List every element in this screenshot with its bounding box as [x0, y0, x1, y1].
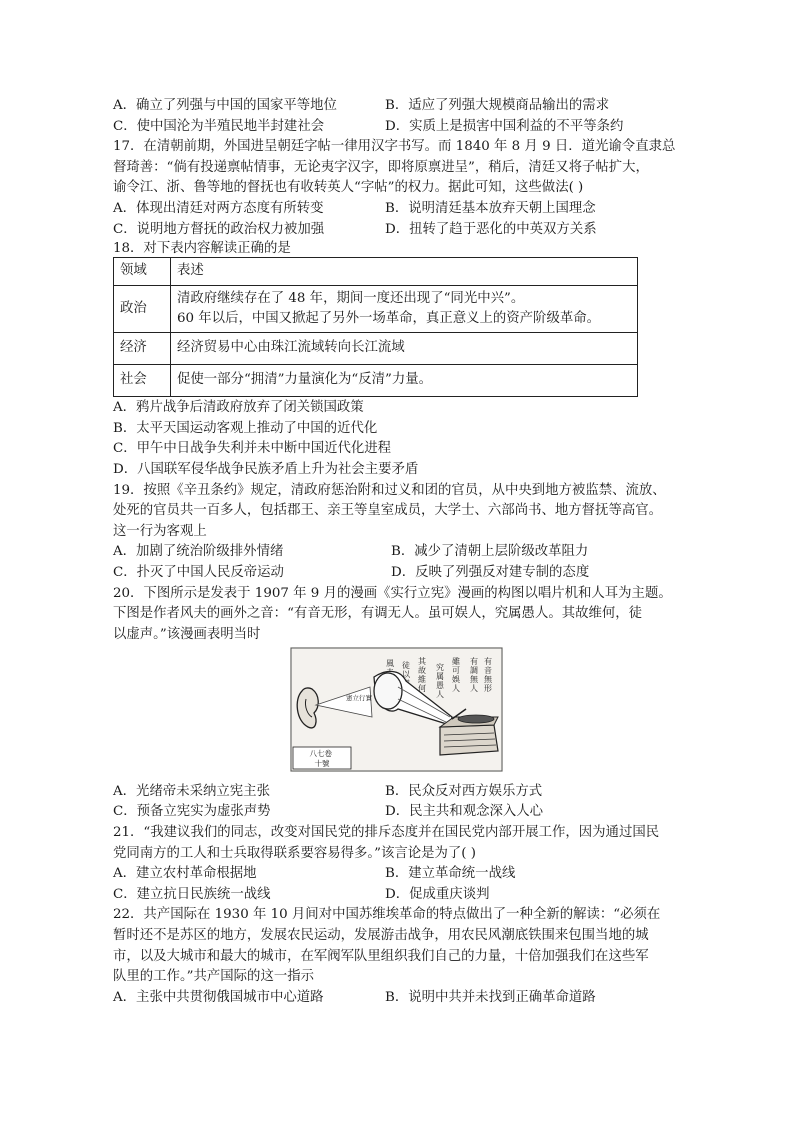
q19-stem-line-3: 这一行为客观上 — [113, 523, 207, 539]
q17-options-row-1 — [113, 199, 683, 220]
q21-options-row-1 — [113, 864, 683, 885]
q16-option-d[interactable]: D．实质上是损害中国利益的不平等条约 — [385, 118, 624, 134]
q21-option-d[interactable]: D．促成重庆谈判 — [385, 886, 490, 902]
q22-stem-line-1: 22．共产国际在 1930 年 10 月间对中国苏维埃革命的特点做出了一种全新的解读：“必须在 — [113, 907, 661, 923]
q18-economy-label: 经济 — [114, 333, 171, 365]
q17-option-a[interactable]: A．体现出清廷对两方态度有所转变 — [113, 200, 324, 216]
q22-options-row-1 — [113, 988, 683, 1009]
q19-option-b[interactable]: B．减少了清朝上层阶级改革阻力 — [391, 544, 589, 560]
q21-stem-line-2: 党同南方的工人和士兵取得联系要容易得多。”该言论是为了( ) — [113, 845, 477, 861]
cartoon-text-column-7: 風 — [386, 659, 394, 669]
cartoon-caption: 八七卷 十號 — [309, 749, 333, 769]
q17-options-row-2 — [113, 220, 683, 241]
q18-politics-label: 政治 — [114, 286, 171, 333]
gramophone-cartoon-image — [290, 647, 503, 772]
q18-table-row-economy — [114, 333, 638, 365]
q18-table-header-row — [114, 258, 638, 286]
q21-option-a[interactable]: A．建立农村革命根据地 — [113, 866, 257, 882]
q22-option-b[interactable]: B．说明中共并未找到正确革命道路 — [385, 989, 596, 1005]
cartoon-text-column-1: 有音無形 — [484, 657, 492, 694]
q22-stem-line-3: 市，以及大城市和最大的城市，在军阀军队里组织我们自己的力量，十倍加强我们在这些军 — [113, 948, 649, 964]
cartoon-bubble-text: 憲立行實 — [346, 694, 372, 703]
q18-option-c[interactable]: C．甲午中日战争失利并未中断中国近代化进程 — [113, 441, 392, 457]
q20-options-row-1 — [113, 782, 683, 803]
cartoon-text-column-2: 有調無人 — [470, 657, 478, 694]
q16-option-a[interactable]: A．确立了列强与中国的国家平等地位 — [113, 98, 337, 113]
q21-option-c[interactable]: C．建立抗日民族统一战线 — [113, 886, 271, 902]
q16-options-row-1 — [113, 96, 683, 117]
q17-option-d[interactable]: D．扭转了趋于恶化的中英双方关系 — [385, 221, 597, 237]
q16-option-c[interactable]: C．使中国沦为半殖民地半封建社会 — [113, 118, 325, 134]
cartoon-text-column-5: 其故維何 — [418, 657, 426, 694]
q18-society-text: 促使一部分“拥清”力量演化为“反清”力量。 — [171, 365, 638, 397]
q18-politics-text-2: 60 年以后，中国又掀起了另外一场革命，真正意义上的资产阶级革命。 — [177, 311, 601, 327]
q21-stem-line-1: 21．“我建议我们的同志，改变对国民党的排斥态度并在国民党内部开展工作，因为通过国民 — [113, 825, 660, 841]
q18-table — [113, 257, 638, 397]
q20-stem-line-3: 以虚声。”该漫画表明当时 — [113, 626, 261, 642]
q18-table-row-society — [114, 365, 638, 397]
q17-option-b[interactable]: B．说明清廷基本放弃天朝上国理念 — [385, 200, 596, 216]
q20-stem-line-1: 20．下图所示是发表于 1907 年 9 月的漫画《实行立宪》漫画的构图以唱片机和人耳为主题。 — [113, 585, 672, 601]
q18-header-field: 领域 — [114, 258, 171, 286]
q18-politics-cell — [171, 286, 638, 333]
q21-option-b[interactable]: B．建立革命统一战线 — [385, 866, 516, 882]
q18-option-a[interactable]: A．鸦片战争后清政府放弃了闭关锁国政策 — [113, 400, 364, 416]
q18-option-b[interactable]: B．太平天国运动客观上推动了中国的近代化 — [113, 420, 378, 436]
q18-politics-text-1: 清政府继续存在了 48 年，期间一度还出现了“同光中兴”。 — [177, 291, 525, 307]
q18-society-label: 社会 — [114, 365, 171, 397]
q19-option-a[interactable]: A．加剧了统治阶级排外情绪 — [113, 544, 284, 560]
q18-header-description: 表述 — [171, 258, 638, 286]
q21-options-row-2 — [113, 885, 683, 906]
q18-stem: 18．对下表内容解读正确的是 — [113, 241, 291, 257]
q19-option-d[interactable]: D．反映了列强反对建专制的态度 — [391, 564, 590, 580]
q17-option-c[interactable]: C．说明地方督抚的政治权力被加强 — [113, 221, 325, 237]
q19-options-row-1 — [113, 542, 683, 563]
q16-option-b[interactable]: B．适应了列强大规模商品输出的需求 — [385, 98, 610, 113]
q20-option-c[interactable]: C．预备立宪实为虚张声势 — [113, 804, 271, 820]
q17-stem-line-1: 17．在清朝前期，外国进呈朝廷字帖一律用汉字书写。而 1840 年 8 月 9 日．道光谕令直隶总 — [113, 139, 676, 155]
q20-option-b[interactable]: B．民众反对西方娱乐方式 — [385, 783, 543, 799]
q19-stem-line-2: 处死的官员共一百多人，包括郡王、亲王等皇室成员，大学士、六部尚书、地方督抚等高官。 — [113, 503, 663, 519]
exam-page — [113, 96, 683, 1008]
q17-stem-line-3: 谕令江、浙、鲁等地的督抚也有收转英人“字帖”的权力。据此可知，这些做法( ) — [113, 180, 584, 196]
q20-option-d[interactable]: D．民主共和观念深入人心 — [385, 804, 544, 820]
q22-option-a[interactable]: A．主张中共贯彻俄国城市中心道路 — [113, 989, 324, 1005]
q20-stem-line-2: 下图是作者风夫的画外之音：“有音无形，有调无人。虽可娱人，究属愚人。其故维何，徒 — [113, 606, 643, 622]
q18-economy-text: 经济贸易中心由珠江流域转向长江流域 — [171, 333, 638, 365]
cartoon-text-column-4: 究属愚人 — [436, 663, 444, 700]
q20-option-a[interactable]: A．光绪帝未采纳立宪主张 — [113, 783, 270, 799]
q17-stem-line-2: 督琦善：“倘有投递禀帖情事，无论夷字汉字，即将原禀进呈”，稍后，清廷又将子帖扩大， — [113, 159, 649, 175]
q22-stem-line-2: 暂时还不是苏区的地方，发展农民运动，发展游击战争，用农民风潮底铁围来包围当地的城 — [113, 928, 649, 944]
q19-options-row-2 — [113, 563, 683, 584]
q16-options-row-2 — [113, 117, 683, 138]
q18-option-d[interactable]: D．八国联军侵华战争民族矛盾上升为社会主要矛盾 — [113, 461, 419, 477]
q22-stem-line-4: 队里的工作。”共产国际的这一指示 — [113, 969, 315, 985]
q20-options-row-2 — [113, 802, 683, 823]
cartoon-text-column-3: 雖可娛人 — [452, 657, 460, 694]
cartoon-text-column-6: 徒以 — [402, 661, 410, 680]
q19-option-c[interactable]: C．扑灭了中国人民反帝运动 — [113, 564, 284, 580]
q18-table-row-politics — [114, 286, 638, 333]
q19-stem-line-1: 19．按照《辛丑条约》规定，清政府惩治附和过义和团的官员，从中央到地方被监禁、流放、 — [113, 482, 666, 498]
